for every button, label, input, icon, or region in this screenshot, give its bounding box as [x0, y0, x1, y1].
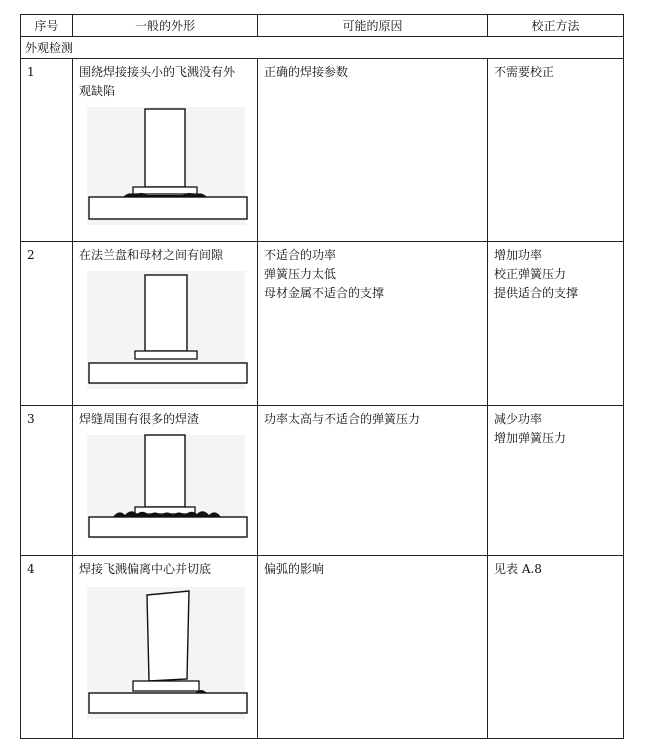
stud-body — [145, 435, 185, 507]
section-row — [21, 37, 624, 59]
fix-text: 增加功率 — [494, 248, 543, 262]
causes-cell — [258, 406, 488, 556]
shape-text: 观缺陷 — [79, 84, 116, 98]
base-plate — [89, 197, 247, 219]
fix-text: 校正弹簧压力 — [494, 267, 567, 281]
fix-text: 增加弹簧压力 — [494, 431, 567, 445]
header-causes: 可能的原因 — [258, 15, 488, 37]
cause-text: 偏弧的影响 — [264, 562, 325, 576]
table-row — [21, 406, 624, 556]
fixes-cell — [488, 242, 624, 406]
row-number: 1 — [21, 59, 73, 242]
stud-body — [147, 591, 189, 681]
header-shape: 一般的外形 — [73, 15, 258, 37]
shape-cell — [73, 556, 258, 739]
stud-flange — [133, 187, 197, 194]
shape-text: 焊接飞溅偏离中心并切底 — [79, 562, 212, 576]
table-row — [21, 59, 624, 242]
shape-cell — [73, 242, 258, 406]
stud-body — [145, 109, 185, 187]
fixes-cell — [488, 59, 624, 242]
gap-flange-stud-figure — [83, 269, 255, 393]
causes-cell — [258, 242, 488, 406]
causes-cell — [258, 556, 488, 739]
row-number: 4 — [21, 556, 73, 739]
stud-flange — [135, 351, 197, 359]
stud-body — [145, 275, 187, 351]
fix-text: 见表 A.8 — [494, 562, 542, 576]
cause-text: 弹簧压力太低 — [264, 267, 337, 281]
cause-text: 正确的焊接参数 — [264, 65, 349, 79]
base-plate — [89, 517, 247, 537]
cause-text: 不适合的功率 — [264, 248, 337, 262]
header-row — [21, 15, 624, 37]
row-number: 2 — [21, 242, 73, 406]
shape-cell — [73, 406, 258, 556]
base-plate — [89, 363, 247, 383]
small-spatter-stud-figure — [83, 105, 255, 229]
header-num: 序号 — [21, 15, 73, 37]
cause-text: 功率太高与不适合的弹簧压力 — [264, 412, 421, 426]
stud-flange — [133, 681, 199, 691]
weld-inspection-table — [20, 14, 624, 739]
table-row — [21, 556, 624, 739]
shape-text: 焊缝周围有很多的焊渣 — [79, 412, 200, 426]
row-number: 3 — [21, 406, 73, 556]
fixes-cell — [488, 556, 624, 739]
table-row — [21, 242, 624, 406]
shape-text: 在法兰盘和母材之间有间隙 — [79, 248, 224, 262]
fix-text: 减少功率 — [494, 412, 543, 426]
shape-cell — [73, 59, 258, 242]
fix-text: 不需要校正 — [494, 65, 555, 79]
off-center-stud-figure — [83, 583, 255, 723]
section-title: 外观检测 — [21, 37, 624, 59]
fixes-cell — [488, 406, 624, 556]
shape-text: 围绕焊接接头小的飞溅没有外 — [79, 65, 236, 79]
header-fixes: 校正方法 — [488, 15, 624, 37]
fix-text: 提供适合的支撑 — [494, 286, 579, 300]
excess-slag-stud-figure — [83, 433, 255, 543]
base-plate — [89, 693, 247, 713]
cause-text: 母材金属不适合的支撑 — [264, 286, 385, 300]
causes-cell — [258, 59, 488, 242]
